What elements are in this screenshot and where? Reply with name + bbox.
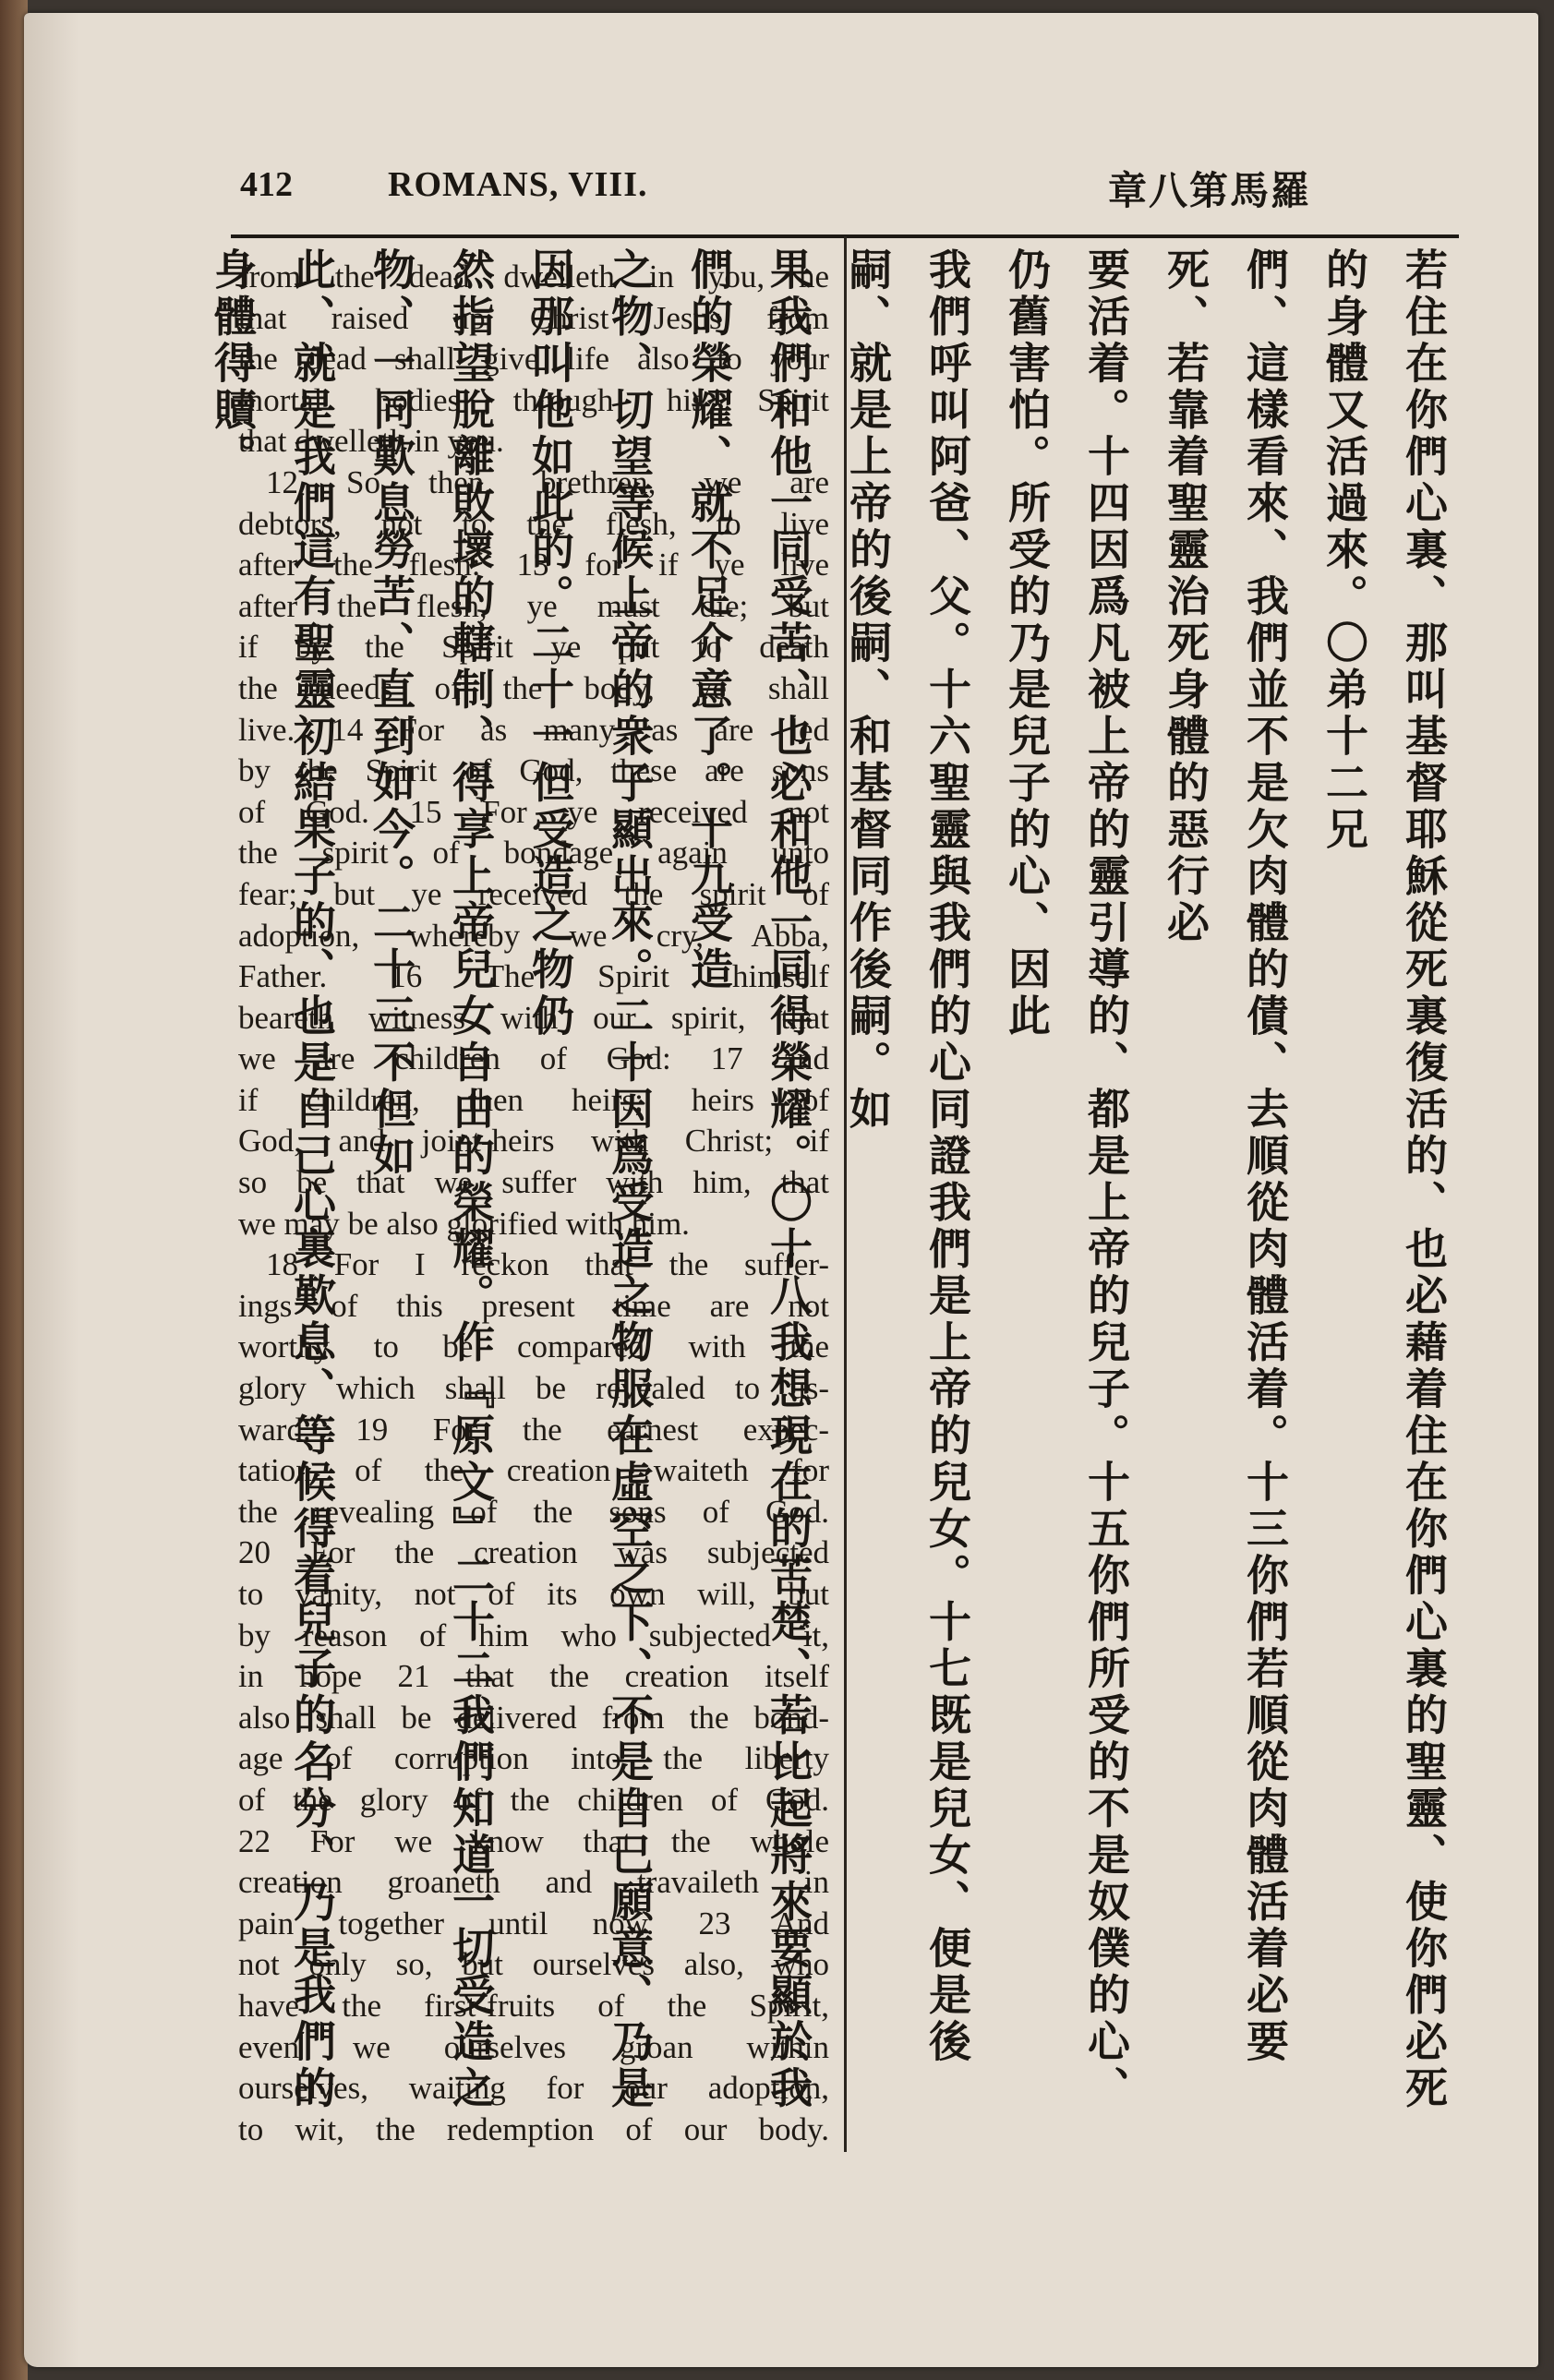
english-line: the spirit of bondage again unto <box>238 835 829 871</box>
chinese-column: 們、這樣看來、我們並不是欠肉體的債、去順從肉體活着。十三你們若順從肉體活着必要死、若靠着聖靈治死身體的惡行必 <box>1161 247 1290 2066</box>
english-line: 22 For we know that the whole <box>238 1822 829 1859</box>
english-line: of God. 15 For ye received not <box>238 793 829 830</box>
english-line: 20 For the creation was subjected <box>238 1534 829 1571</box>
english-line: tation of the creation waiteth for <box>238 1452 829 1489</box>
english-line: mortal bodies through his Spirit <box>238 381 829 418</box>
chinese-column: 要活着。十四因爲凡被上帝的靈引導的、都是上帝的兒子。十五你們所受的不是奴僕的心、仍舊害怕。所受的乃是兒子的心、因此 <box>1002 247 1131 2112</box>
english-line: the revealing of the sons of God. <box>238 1493 829 1530</box>
running-title: ROMANS, VIII. <box>388 165 648 204</box>
english-line: ward. 19 For the earnest expec- <box>238 1411 829 1448</box>
english-line: pain together until now. 23 And <box>238 1905 829 1941</box>
english-line: we may be also glorified with him. <box>238 1205 690 1242</box>
english-line: after the flesh: 13 for if ye live <box>238 547 829 583</box>
english-line: have the first-fruits of the Spirit, <box>238 1987 829 2024</box>
chinese-column: 若住在你們心裏、那叫基督耶穌從死裏復活的、也必藉着住在你們心裏的聖靈、使你們必死的身體又活過來。〇弟十二兄 <box>1319 247 1449 2112</box>
english-line: debtors, not to the flesh, to live <box>238 505 829 542</box>
chinese-column: 我們呼叫阿爸、父。十六聖靈與我們的心同證我們是上帝的兒女。十七既是兒女、便是後嗣、就是上帝的後嗣、和基督同作後嗣。如 <box>843 247 972 2066</box>
page-header <box>231 164 1459 220</box>
english-line: live. 14 For as many as are led <box>238 711 829 748</box>
english-line: the dead shall give life also to your <box>238 341 829 378</box>
english-line: that dwelleth in you. <box>238 423 504 460</box>
english-line: also shall be delivered from the bond- <box>238 1699 829 1736</box>
english-line: after the flesh, ye must die; but <box>238 587 829 624</box>
english-line: creation groaneth and travaileth in <box>238 1864 829 1901</box>
english-line: that raised up Christ Jesus from <box>238 299 829 336</box>
page-number: 412 <box>240 165 293 204</box>
chinese-column: 果我們和他一同受苦、也必和他一同得榮耀。〇十八我想現在的苦楚、若比起將來要顯於我們的榮耀、就不足介意了。十九受造 <box>684 247 813 2112</box>
english-line: ings of this present time are not <box>238 1287 829 1324</box>
english-line: worthy to be compared with the <box>238 1328 829 1365</box>
chinese-column: 然指望脫離敗壞的轄制、得享上帝兒女自由的榮耀。作『原文』二十二我們知道一切受造之物、一同歎息勞苦、直到如今。二十三不但如 <box>367 247 496 2112</box>
english-line: if by the Spirit ye put to death <box>238 629 829 666</box>
english-line: the deeds of the body, ye shall <box>238 669 829 706</box>
english-line: age of corruption into the liberty <box>238 1740 829 1777</box>
english-line: glory which shall be revealed to us- <box>238 1370 829 1407</box>
chinese-column: 此、就是我們這有聖靈初結果子的、也是自己心裏歎息、等候得着兒子的名分、乃是我們的身體得贖。 <box>208 247 337 2112</box>
english-line: by the Spirit of God, these are sons <box>238 752 829 789</box>
english-line: 18 For I reckon that the suffer- <box>266 1246 829 1283</box>
english-line: ourselves, waiting for our adoption, <box>238 2070 829 2107</box>
english-line: of the glory of the children of God. <box>238 1781 829 1818</box>
chinese-running-title: 章八第馬羅 <box>1107 171 1311 213</box>
chinese-column: 之物、切望等候上帝的衆子顯出來。二十因爲受造之物服在虛空之下、不是自己願意、乃是因那叫他如此的。二十一但受造之物仍 <box>525 247 655 2112</box>
english-line: we are children of God: 17 and <box>238 1040 829 1077</box>
english-line: to vanity, not of its own will, but <box>238 1576 829 1612</box>
english-line: so be that we suffer with him, that <box>238 1164 829 1201</box>
english-line: even we ourselves groan within <box>238 2028 829 2065</box>
english-line: 12 So then, brethren, we are <box>266 463 829 500</box>
english-line: beareth witness with our spirit, that <box>238 999 829 1036</box>
english-line: Father. 16 The Spirit himself <box>238 958 829 995</box>
english-line: in hope 21 that the creation itself <box>238 1658 829 1695</box>
english-line: from the dead dwelleth in you, he <box>238 258 829 294</box>
english-line: adoption, whereby we cry, Abba, <box>238 917 829 954</box>
english-line: if children, then heirs; heirs of <box>238 1081 829 1118</box>
english-line: God, and joint-heirs with Christ; if <box>238 1123 829 1160</box>
english-line: to wit, the redemption of our body. <box>238 2110 829 2147</box>
english-line: not only so, but ourselves also, who <box>238 1946 829 1983</box>
english-line: by reason of him who subjected it, <box>238 1617 829 1653</box>
english-line: fear; but ye received the spirit of <box>238 875 829 912</box>
